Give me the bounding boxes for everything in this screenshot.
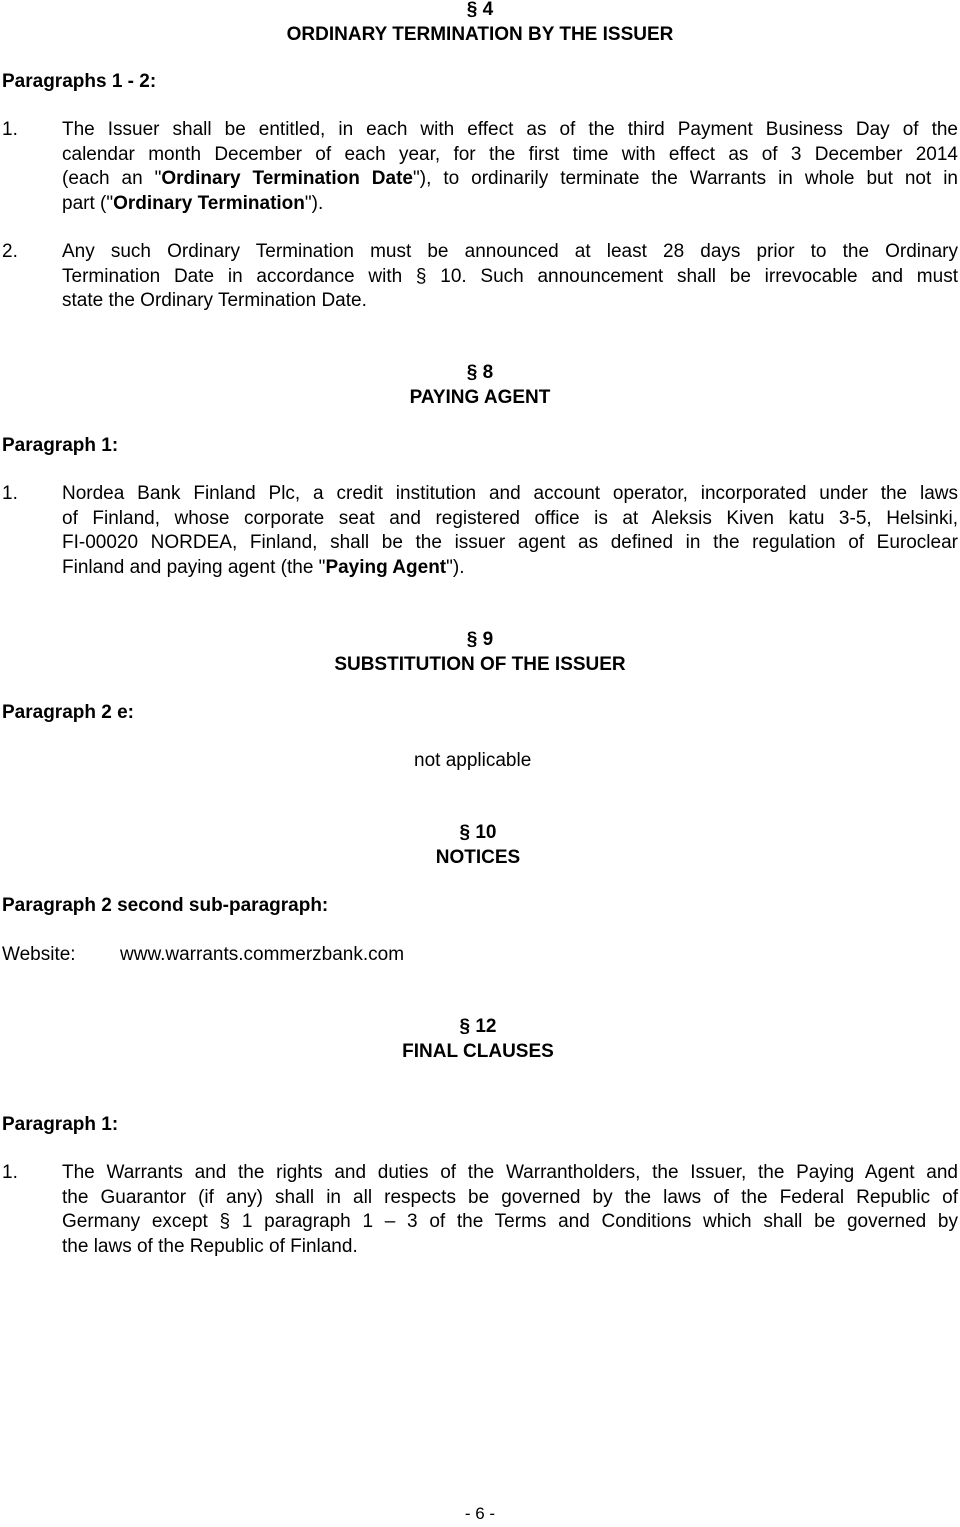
paragraph-label: Paragraph 1: — [2, 435, 119, 456]
text-segment: Finland and paying agent (the " — [62, 556, 326, 578]
text-segment: Nordea Bank Finland Plc, a credit institution and account operator, incorporated under the laws — [62, 483, 958, 504]
paragraph-number: 2. — [2, 241, 18, 262]
paragraph-label: Paragraph 2 e: — [2, 702, 134, 723]
paragraph-line — [62, 1210, 958, 1235]
text-segment: of Finland, whose corporate seat and registered office is at Aleksis Kiven katu 3-5, Helsinki, — [62, 507, 958, 529]
paragraph-line — [62, 1186, 958, 1211]
section-title: SUBSTITUTION OF THE ISSUER — [334, 653, 626, 675]
paragraph-line — [62, 1161, 958, 1186]
section-title: ORDINARY TERMINATION BY THE ISSUER — [286, 23, 674, 45]
section-number: § 4 — [466, 0, 494, 20]
paragraph-label: Paragraphs 1 - 2: — [2, 71, 157, 92]
paragraph-line — [62, 556, 958, 581]
section-title: PAYING AGENT — [409, 386, 551, 408]
text-segment: The Warrants and the rights and duties of the Warrantholders, the Issuer, the Paying Agent and — [62, 1162, 958, 1183]
text-segment: calendar month December of each year, for the first time with effect as of 3 December 2014 — [62, 143, 958, 165]
paragraph-line — [62, 192, 958, 217]
section-9-heading — [300, 628, 660, 677]
text-segment: "). — [304, 192, 324, 214]
text-segment: The Issuer shall be entitled, in each with effect as of the third Payment Business Day of the — [62, 119, 958, 140]
paragraph-number: 1. — [2, 1162, 18, 1183]
section-title: FINAL CLAUSES — [402, 1040, 554, 1062]
section-12-heading — [380, 1015, 576, 1064]
section-4-heading — [250, 0, 710, 47]
section-title: NOTICES — [435, 846, 521, 868]
text-segment: Germany except § 1 paragraph 1 – 3 of the Terms and Conditions which shall be governed by — [62, 1211, 958, 1232]
paragraph-line — [62, 143, 958, 168]
section-10-heading — [380, 821, 576, 870]
text-segment: part (" — [62, 192, 114, 214]
section-number: § 9 — [466, 629, 494, 650]
paragraph-line — [62, 118, 958, 143]
page-number: - 6 - — [464, 1504, 496, 1523]
section-number: § 10 — [459, 822, 497, 843]
paragraph-body — [62, 118, 958, 216]
text-segment: Any such Ordinary Termination must be announced at least 28 days prior to the Ordinary — [62, 241, 958, 262]
paragraph-line — [62, 265, 958, 290]
text-segment: the Guarantor (if any) shall in all respects be governed by the laws of the Federal Republic of — [62, 1186, 958, 1208]
section-number: § 8 — [466, 362, 494, 383]
paragraph-number: 1. — [2, 483, 18, 504]
website-link[interactable]: www.warrants.commerzbank.com — [120, 944, 405, 965]
defined-term: Paying Agent — [325, 556, 447, 578]
website-label: Website: — [2, 944, 76, 965]
text-segment: the laws of the Republic of Finland. — [62, 1235, 358, 1257]
paragraph-line — [62, 167, 958, 192]
paragraph-line — [62, 507, 958, 532]
text-segment: FI-00020 NORDEA, Finland, shall be the issuer agent as defined in the regulation of Euroclear — [62, 532, 958, 553]
paragraph-number: 1. — [2, 119, 18, 140]
not-applicable-text: not applicable — [414, 750, 532, 771]
paragraph-label: Paragraph 2 second sub-paragraph: — [2, 895, 329, 916]
paragraph-line — [62, 240, 958, 265]
paragraph-line — [62, 1235, 958, 1260]
text-segment: (each an " — [62, 168, 162, 189]
paragraph-line — [62, 289, 958, 314]
text-segment: "), to ordinarily terminate the Warrants in whole but not in — [413, 168, 958, 189]
paragraph-line — [62, 531, 958, 556]
paragraph-line — [62, 482, 958, 507]
paragraph-body — [62, 1161, 958, 1259]
text-segment: "). — [446, 556, 465, 578]
defined-term: Ordinary Termination Date — [161, 168, 413, 189]
text-segment: Termination Date in accordance with § 10. Such announcement shall be irrevocable and must — [62, 265, 958, 287]
text-segment: state the Ordinary Termination Date. — [62, 290, 367, 311]
paragraph-body — [62, 482, 958, 580]
defined-term: Ordinary Termination — [113, 192, 305, 214]
paragraph-label: Paragraph 1: — [2, 1114, 119, 1135]
section-number: § 12 — [459, 1016, 497, 1037]
section-8-heading — [380, 361, 580, 410]
paragraph-body — [62, 240, 958, 314]
